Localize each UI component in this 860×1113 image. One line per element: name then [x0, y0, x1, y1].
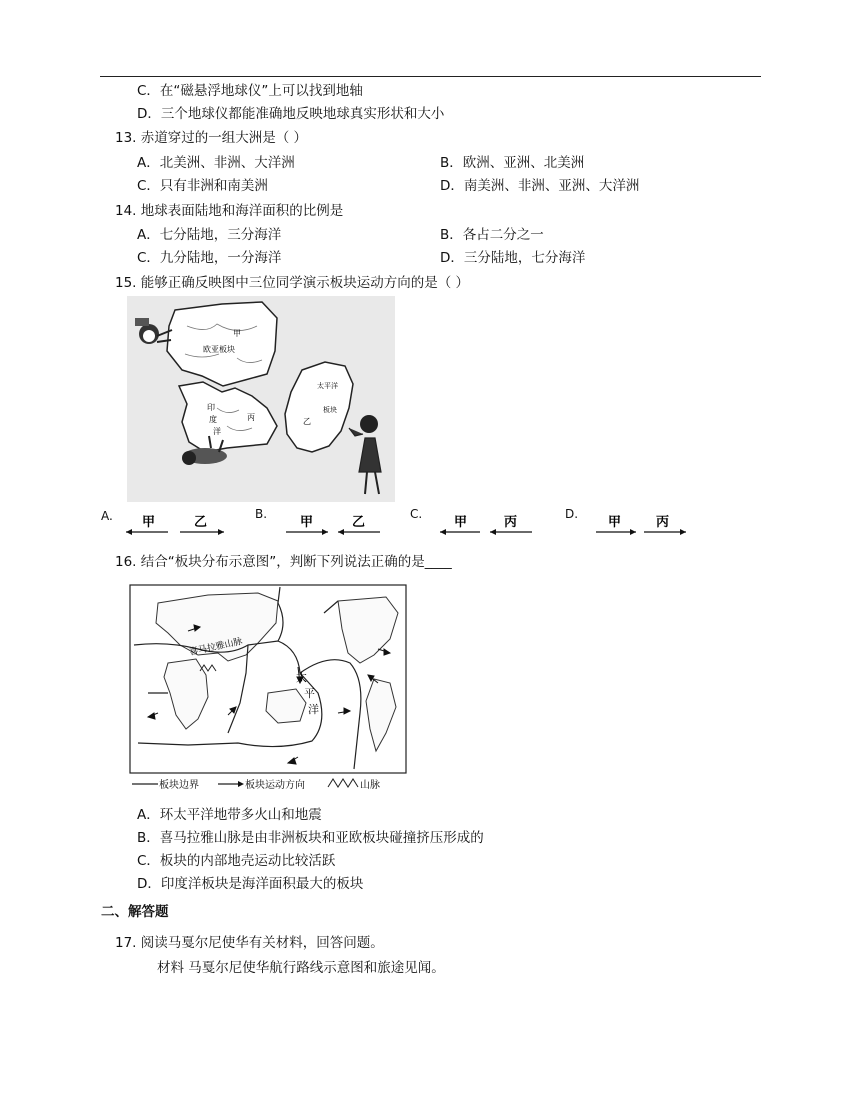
q15-option-c-letter: C.	[410, 507, 423, 521]
opt-c-label-2: 丙	[504, 515, 518, 530]
map-label-pacific-1: 太	[296, 671, 307, 684]
q15-stem: 15. 能够正确反映图中三位同学演示板块运动方向的是（ ）	[115, 275, 470, 291]
q14-stem: 14. 地球表面陆地和海洋面积的比例是	[115, 203, 344, 219]
legend-mountain: 山脉	[360, 780, 380, 791]
header-rule	[100, 76, 761, 77]
plate-label-pacific-2: 板块	[323, 406, 337, 414]
q16-option-d: D．印度洋板块是海洋面积最大的板块	[137, 876, 364, 892]
q17-material: 材料 马戛尔尼使华航行路线示意图和旅途见闻。	[157, 960, 445, 976]
map-label-pacific-3: 洋	[308, 703, 319, 716]
q12-option-d: D．三个地球仪都能准确地反映地球真实形状和大小	[137, 106, 445, 122]
q17-stem: 17. 阅读马戛尔尼使华有关材料，回答问题。	[115, 935, 384, 951]
q15-option-b-arrows	[280, 512, 400, 538]
plate-label-indian-2: 度	[209, 415, 217, 424]
q15-option-b-letter: B.	[255, 507, 268, 521]
opt-d-label-1: 甲	[608, 515, 622, 530]
q16-option-b: B．喜马拉雅山脉是由非洲板块和亚欧板块碰撞挤压形成的	[137, 830, 484, 846]
plate-label-yi: 乙	[303, 417, 311, 426]
q15-option-a-letter: A.	[101, 509, 113, 523]
section-heading-2: 二、解答题	[101, 904, 169, 920]
q12-option-c: C．在“磁悬浮地球仪”上可以找到地轴	[137, 83, 363, 99]
q15-option-d-arrows	[590, 512, 700, 538]
q15-option-c-arrows	[434, 512, 554, 538]
q14-option-d: D．三分陆地，七分海洋	[440, 250, 586, 266]
legend-motion: 板块运动方向	[245, 780, 305, 791]
q14-option-a: A．七分陆地，三分海洋	[137, 227, 282, 243]
q13-option-d: D．南美洲、非洲、亚洲、大洋洲	[440, 178, 640, 194]
map-label-himalaya: 喜马拉雅山脉	[188, 636, 244, 658]
map-label-pacific-2: 平	[304, 687, 315, 700]
opt-a-label-2: 乙	[194, 515, 208, 530]
q15-option-a-arrows	[120, 512, 240, 538]
plate-label-eurasia: 欧亚板块	[203, 345, 235, 354]
legend-boundary: 板块边界	[159, 780, 199, 791]
q13-option-b: B．欧洲、亚洲、北美洲	[440, 155, 585, 171]
q13-option-a: A．北美洲、非洲、大洋洲	[137, 155, 295, 171]
map-legend	[132, 778, 380, 791]
plate-label-indian-1: 印	[207, 403, 215, 412]
q16-option-c: C．板块的内部地壳运动比较活跃	[137, 853, 336, 869]
plate-demo-figure	[127, 296, 395, 502]
opt-b-label-2: 乙	[352, 515, 366, 530]
opt-b-label-1: 甲	[300, 515, 314, 530]
plate-label-jia: 甲	[233, 329, 241, 338]
q13-stem: 13. 赤道穿过的一组大洲是（ ）	[115, 130, 308, 146]
opt-d-label-2: 丙	[656, 515, 670, 530]
plate-label-indian-3: 洋	[213, 427, 221, 436]
q15-option-d-letter: D.	[565, 507, 579, 521]
plate-label-pacific-1: 太平洋	[317, 382, 338, 390]
opt-a-label-1: 甲	[142, 515, 156, 530]
opt-c-label-1: 甲	[454, 515, 468, 530]
q13-option-c: C．只有非洲和南美洲	[137, 178, 268, 194]
q16-stem: 16. 结合“板块分布示意图”，判断下列说法正确的是____	[115, 554, 452, 570]
q14-option-b: B．各占二分之一	[440, 227, 544, 243]
q16-option-a: A．环太平洋地带多火山和地震	[137, 807, 322, 823]
q14-option-c: C．九分陆地，一分海洋	[137, 250, 282, 266]
plate-label-bing: 丙	[247, 413, 255, 422]
plate-distribution-map	[128, 583, 408, 793]
